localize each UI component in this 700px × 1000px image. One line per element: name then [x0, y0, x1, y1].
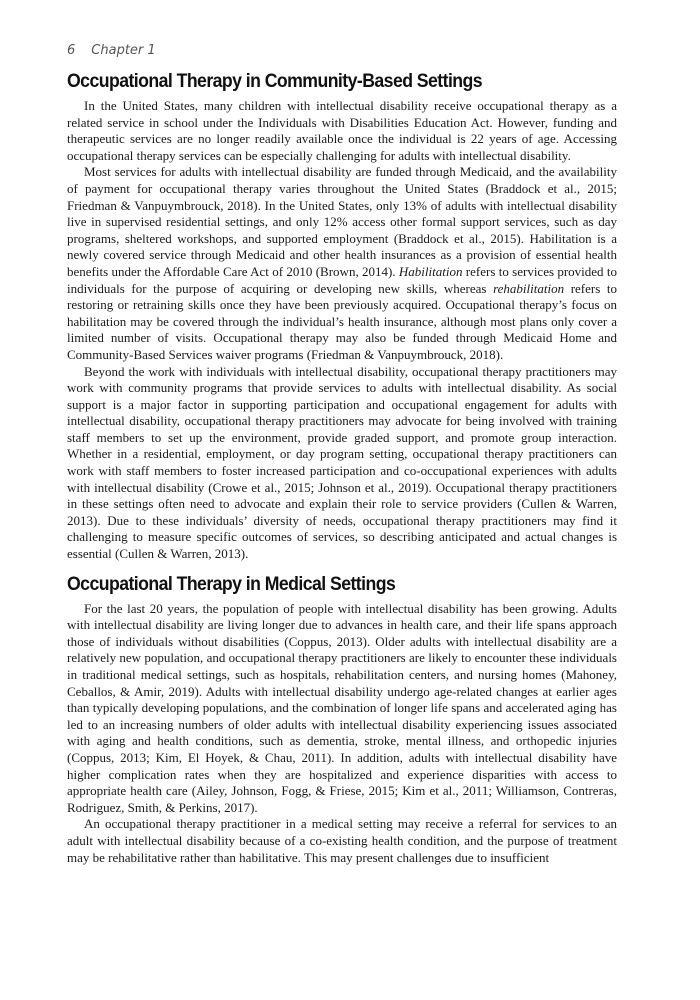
page-number: 6	[67, 43, 76, 58]
paragraph	[67, 164, 617, 363]
italic-term-habilitation: Habilitation	[398, 263, 463, 279]
section-heading-medical: Occupational Therapy in Medical Settings	[67, 573, 396, 595]
paragraph-text: refers to restoring or retraining skills once they have been previously acquired. Occupational therapy’s focus on habilitation may be covered through the individual’s health insurance, although most plans only cover a limited number of visits. Occupational therapy may also be funded through Medicaid Home and Community-Based Services waiver programs (Friedman & Vanpuymbrouck, 2018).	[67, 280, 617, 362]
paragraph: In the United States, many children with intellectual disability receive occupational therapy as a related service in school under the Individuals with Disabilities Education Act. However, funding and therapeutic services are no longer readily available once the individual is 22 years of age. Accessing occupational therapy services can be especially challenging for adults with intellectual disability.	[67, 98, 617, 163]
italic-term-rehabilitation: rehabilitation	[493, 280, 565, 296]
book-page	[67, 40, 617, 866]
paragraph-text: refers to services provided to individuals for the purpose of acquiring or developing new skills, whereas	[67, 263, 617, 296]
section-heading-community: Occupational Therapy in Community-Based Settings	[67, 71, 483, 92]
running-head	[67, 40, 617, 62]
paragraph-text: Most services for adults with intellectual disability are funded through Medicaid, and the availability of payment for occupational therapy varies throughout the United States (Braddock et al., 2015; Friedman & Vanpuymbrouck, 2018). In the United States, only 13% of adults with intellectual disability live in supervised residential settings, and only 12% access other formal support services, such as day programs, sheltered workshops, and supported employment (Braddock et al., 2015). Habilitation is a newly covered service through Medicaid and other health insurances as a provision of essential health benefits under the Affordable Care Act of 2010 (Brown, 2014).	[67, 164, 617, 279]
paragraph: For the last 20 years, the population of people with intellectual disability has been growing. Adults with intellectual disability are living longer due to advances in health care, and their life spans approach those of individuals without disabilities (Coppus, 2013). Older adults with intellectual disability are a relatively new population, and occupational therapy practitioners are likely to encounter these individuals in traditional medical settings, such as hospitals, rehabilitation centers, and nursing homes (Mahoney, Ceballos, & Amir, 2019). Adults with intellectual disability undergo age-related changes at earlier ages than typically developing populations, and the combination of longer life spans and accelerated aging has led to an increasing numbers of older adults with intellectual disability experiencing issues associated with aging and health conditions, such as dementia, stroke, mental illness, and orthopedic injuries (Coppus, 2013; Kim, El Hoyek, & Chau, 2011). In addition, adults with intellectual disability have higher complication rates when they are hospitalized and experience disparities with access to appropriate health care (Ailey, Johnson, Fogg, & Friese, 2015; Kim et al., 2011; Williamson, Contreras, Rodriguez, Smith, & Perkins, 2017).	[67, 600, 617, 815]
paragraph: Beyond the work with individuals with intellectual disability, occupational therapy practitioners may work with community programs that provide services to adults with intellectual disability. As social support is a major factor in supporting participation and occupational engagement for adults with intellectual disability, occupational therapy practitioners may advocate for being involved with training staff members to set up the environment, provide graded support, and promote group interaction. Whether in a residential, employment, or day program setting, occupational therapy practitioners can work with staff members to foster increased participation and co-occupational experiences with adults with intellectual disability (Crowe et al., 2015; Johnson et al., 2019). Occupational therapy practitioners in these settings often need to advocate and explain their role to service providers (Cullen & Warren, 2013). Due to these individuals’ diversity of needs, occupational therapy practitioners may find it challenging to measure specific outcomes of services, so describing anticipated and actual changes is essential (Cullen & Warren, 2013).	[67, 363, 617, 562]
paragraph: An occupational therapy practitioner in a medical setting may receive a referral for services to an adult with intellectual disability because of a co-existing health condition, and the purpose of treatment may be rehabilitative rather than habilitative. This may present challenges due to insufficient	[67, 816, 617, 865]
chapter-label: Chapter 1	[91, 43, 156, 58]
